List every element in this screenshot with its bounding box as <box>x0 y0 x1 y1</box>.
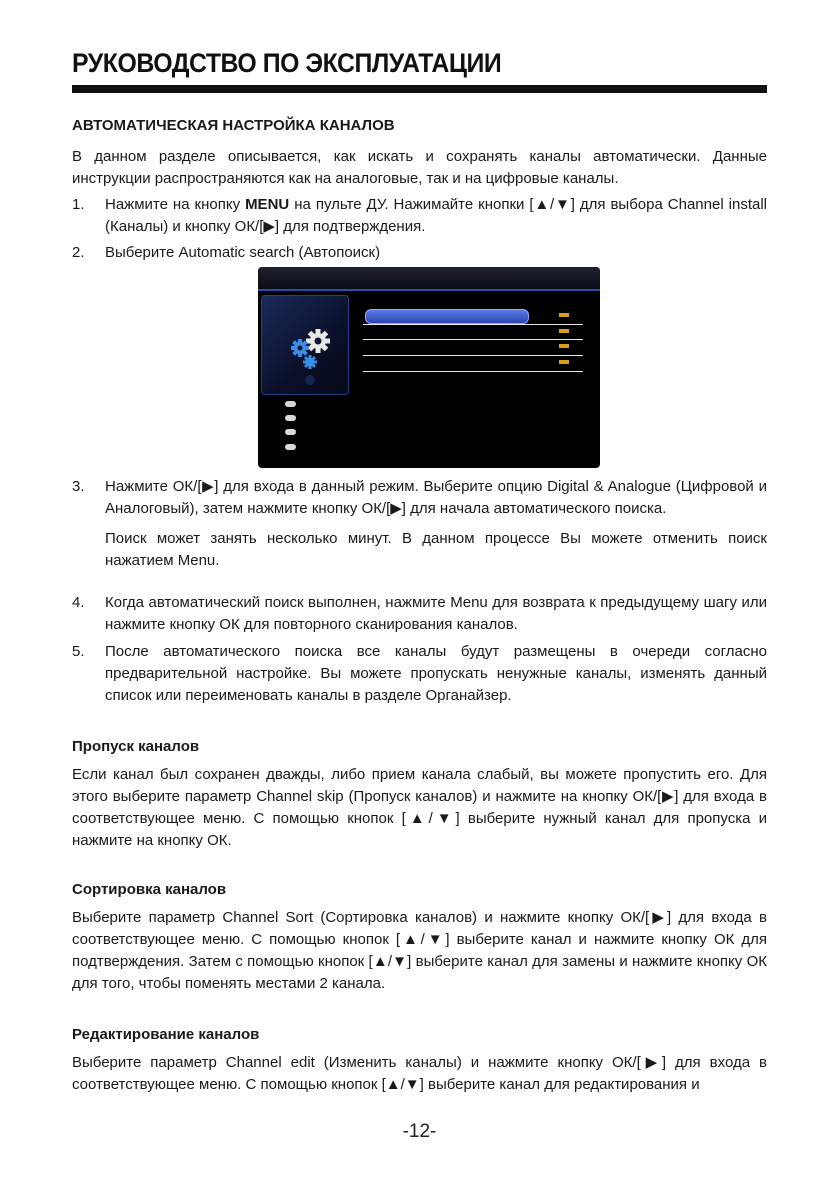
step-number: 5. <box>72 643 85 660</box>
menu-row-divider <box>363 339 583 340</box>
step-2 <box>72 242 767 264</box>
step-text: Нажмите ОК/[▶] для входа в данный режим. Выберите опцию Digital & Analogue (Цифровой и Аналоговый), затем нажмите кнопку ОК/[▶] для начала автоматического поиска. <box>105 478 767 517</box>
menu-marker <box>559 329 569 333</box>
side-button-icon <box>285 444 296 450</box>
step-text: После автоматического поиска все каналы будут размещены в очереди согласно предварительной настройке. Вы можете пропускать ненужные каналы, изменять данный список или переименовать каналы в разделе Органайзер. <box>105 643 767 704</box>
skip-paragraph: Если канал был сохранен дважды, либо прием канала слабый, вы можете пропустить его. Для этого выберите параметр Channel skip (Пропуск каналов) и нажмите на кнопку ОК/[▶] для входа в соответствующее меню. С помощью кнопок [▲/▼] выберите нужный канал для пропуска и нажмите на кнопку ОК. <box>72 766 767 849</box>
step-1 <box>72 194 767 238</box>
side-button-icon <box>285 415 296 421</box>
gears-icon <box>262 296 348 394</box>
page-title: РУКОВОДСТВО ПО ЭКСПЛУАТАЦИИ <box>72 48 502 78</box>
step-text: Когда автоматический поиск выполнен, нажмите Menu для возврата к предыдущему шагу или нажмите кнопку ОК для повторного сканирования каналов. <box>105 594 767 633</box>
step-number: 1. <box>72 196 85 213</box>
intro-paragraph: В данном разделе описывается, как искать и сохранять каналы автоматически. Данные инструкции распространяются как на аналоговые, так и на цифровые каналы. <box>72 148 767 187</box>
menu-key-label: MENU <box>245 196 290 213</box>
step-text: Выберите Automatic search (Автопоиск) <box>105 244 381 261</box>
side-button-icon <box>285 429 296 435</box>
header-rule <box>72 85 767 93</box>
step-4 <box>72 592 767 636</box>
step-number: 4. <box>72 594 85 611</box>
side-button-icon <box>285 401 296 407</box>
section-heading-skip: Пропуск каналов <box>72 738 200 755</box>
menu-row-divider <box>363 355 583 356</box>
step-5 <box>72 641 767 707</box>
menu-icon-panel <box>261 295 349 395</box>
page-number: -12- <box>402 1121 437 1142</box>
edit-paragraph: Выберите параметр Channel edit (Изменить каналы) и нажмите кнопку ОК/[▶] для входа в соответствующее меню. С помощью кнопок [▲/▼] выберите канал для редактирования и <box>72 1054 767 1093</box>
sort-paragraph: Выберите параметр Channel Sort (Сортировка каналов) и нажмите кнопку ОК/[▶] для входа в соответствующее меню. С помощью кнопок [▲/▼] выберите канал и нажмите кнопку ОК для подтверждения. Затем с помощью кнопок [▲/▼] выберите канал для замены и нажмите кнопку ОК для того, чтобы поменять местами 2 канала. <box>72 909 767 992</box>
menu-marker <box>559 313 569 317</box>
menu-top-bar <box>258 267 600 291</box>
menu-marker <box>559 360 569 364</box>
section-heading-sort: Сортировка каналов <box>72 881 227 898</box>
menu-marker <box>559 344 569 348</box>
menu-row-divider <box>363 324 583 325</box>
menu-row-divider <box>363 371 583 372</box>
channel-menu-screenshot <box>258 267 600 468</box>
step-text: Нажмите на кнопку MENU на пульте ДУ. Нажимайте кнопки [▲/▼] для выбора Channel install (Каналы) и кнопку ОК/[▶] для подтверждения. <box>105 196 767 235</box>
step-number: 3. <box>72 478 85 495</box>
section-heading-edit: Редактирование каналов <box>72 1026 260 1043</box>
section-heading-auto-tuning: АВТОМАТИЧЕСКАЯ НАСТРОЙКА КАНАЛОВ <box>72 117 395 134</box>
step-number: 2. <box>72 244 85 261</box>
step-3 <box>72 476 767 572</box>
menu-row-selected[interactable] <box>365 309 529 324</box>
step-note: Поиск может занять несколько минут. В данном процессе Вы можете отменить поиск нажатием Menu. <box>105 530 767 569</box>
